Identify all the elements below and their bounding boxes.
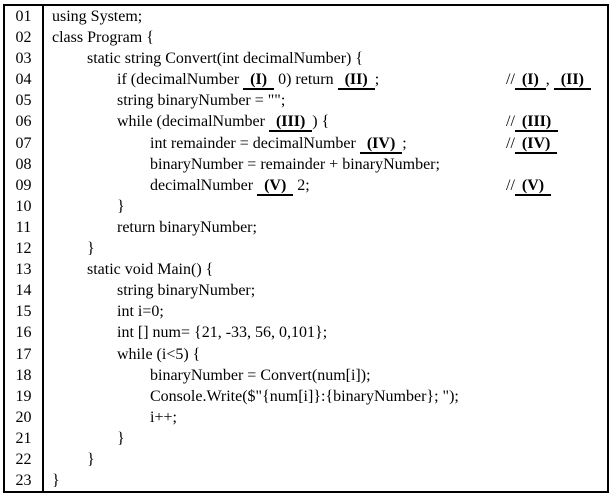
figure.lines.11.code-text: } [87,240,95,258]
code-line-row [4,301,608,322]
code-line-row [4,428,608,449]
code-cell [43,470,608,492]
code-cell [43,238,608,259]
code-cell [43,449,608,470]
code-cell [43,280,608,301]
line-number: 07 [4,133,43,154]
figure.lines.7.code-text: binaryNumber = remainder + binaryNumber; [150,155,440,173]
code-cell [43,217,608,238]
figure.lines.20.code-text: } [117,429,125,447]
code-cell [43,428,608,449]
figure.lines.9.code-text: } [117,197,125,215]
line-number: 12 [4,238,43,259]
figure.lines.19.code-text: i++; [150,408,177,426]
code-line-row [4,280,608,301]
line-number: 05 [4,90,43,111]
figure.lines.4.code-text: string binaryNumber = ""; [117,92,286,110]
line-number: 02 [4,27,43,48]
figure.lines.18.code-text: Console.Write($"{num[i]}:{binaryNumber}; "); [150,387,459,405]
figure.lines.3.code-text: 0) return [274,71,338,89]
fill-in-blank-iii: (III) [515,113,558,132]
fill-in-blank-v: (V) [257,177,293,196]
figure.lines.6.code-text: int remainder = decimalNumber [150,134,360,152]
code-line-row [4,407,608,428]
line-number: 11 [4,217,43,238]
line-number: 13 [4,259,43,280]
code-line-row [4,133,608,154]
code-cell [43,90,608,111]
code-line-row [4,449,608,470]
fill-in-blank-iv: (IV) [360,135,402,154]
figure.lines.8.comment-text: // [506,176,515,194]
code-line-row [4,69,608,90]
code-line-row [4,217,608,238]
code-line-row [4,27,608,48]
figure.lines.16.code-text: while (i<5) { [117,345,201,363]
figure.lines.3.comment-text: , [545,71,554,89]
line-number: 23 [4,470,43,492]
line-number: 15 [4,301,43,322]
code-cell [43,27,608,48]
fill-in-blank-i: (I) [515,71,546,90]
code-cell [43,344,608,365]
figure.lines.2.code-text: static string Convert(int decimalNumber) { [87,50,364,68]
code-cell [43,407,608,428]
code-line-row [4,175,608,196]
code-line-row [4,344,608,365]
figure.lines.0.code-text: using System; [52,8,143,25]
figure.lines.15.code-text: int [] num= {21, -33, 56, 0,101}; [117,324,328,342]
inline-comment [506,111,558,132]
code-line-row [4,238,608,259]
line-number: 01 [4,5,43,27]
fill-in-blank-iv: (IV) [515,135,557,154]
line-number: 19 [4,386,43,407]
inline-comment [506,133,557,154]
fill-in-blank-v: (V) [515,177,551,196]
line-number: 21 [4,428,43,449]
code-table [3,4,609,493]
line-number: 17 [4,344,43,365]
line-number: 20 [4,407,43,428]
figure.lines.12.code-text: static void Main() { [87,261,214,279]
code-cell [43,175,608,196]
figure.lines.3.code-text: if (decimalNumber [117,71,244,89]
line-number: 04 [4,69,43,90]
figure.lines.8.code-text: decimalNumber [150,176,258,194]
code-listing-figure [3,4,609,493]
code-cell [43,69,608,90]
line-number: 03 [4,48,43,69]
line-number: 18 [4,365,43,386]
code-line-row [4,111,608,132]
code-line-row [4,48,608,69]
figure.lines.3.comment-text: // [506,71,515,89]
code-cell [43,365,608,386]
code-cell [43,154,608,175]
code-cell [43,386,608,407]
figure.lines.5.code-text: ) { [312,113,330,131]
figure.lines.17.code-text: binaryNumber = Convert(num[i]); [150,366,371,384]
fill-in-blank-ii: (II) [554,71,591,90]
figure.lines.13.code-text: string binaryNumber; [117,282,256,300]
line-number: 08 [4,154,43,175]
figure.lines.22.code-text: } [52,472,60,490]
code-line-row [4,90,608,111]
code-cell [43,196,608,217]
code-cell [43,5,608,27]
code-cell [43,301,608,322]
code-rows [4,5,608,492]
figure.lines.3.code-text: ; [374,71,380,89]
fill-in-blank-i: (I) [243,71,274,90]
figure.lines.5.comment-text: // [506,113,515,131]
code-line-row [4,5,608,27]
code-line-row [4,386,608,407]
code-cell [43,322,608,343]
figure.lines.14.code-text: int i=0; [117,303,164,321]
code-line-row [4,196,608,217]
code-line-row [4,154,608,175]
line-number: 06 [4,111,43,132]
code-line-row [4,259,608,280]
code-line-row [4,470,608,492]
figure.lines.6.code-text: ; [402,134,407,152]
figure.lines.1.code-text: class Program { [52,29,154,47]
figure.lines.8.code-text: 2; [293,176,310,194]
code-line-row [4,365,608,386]
figure.lines.10.code-text: return binaryNumber; [117,218,257,236]
fill-in-blank-ii: (II) [338,71,375,90]
inline-comment [506,69,591,90]
line-number: 10 [4,196,43,217]
code-cell [43,133,608,154]
code-line-row [4,322,608,343]
code-cell [43,111,608,132]
figure.lines.21.code-text: } [87,450,95,468]
code-cell [43,259,608,280]
inline-comment [506,175,551,196]
line-number: 09 [4,175,43,196]
figure.lines.5.code-text: while (decimalNumber [117,113,269,131]
line-number: 22 [4,449,43,470]
code-cell [43,48,608,69]
figure.lines.6.comment-text: // [506,134,515,152]
line-number: 16 [4,322,43,343]
fill-in-blank-iii: (III) [269,113,312,132]
line-number: 14 [4,280,43,301]
